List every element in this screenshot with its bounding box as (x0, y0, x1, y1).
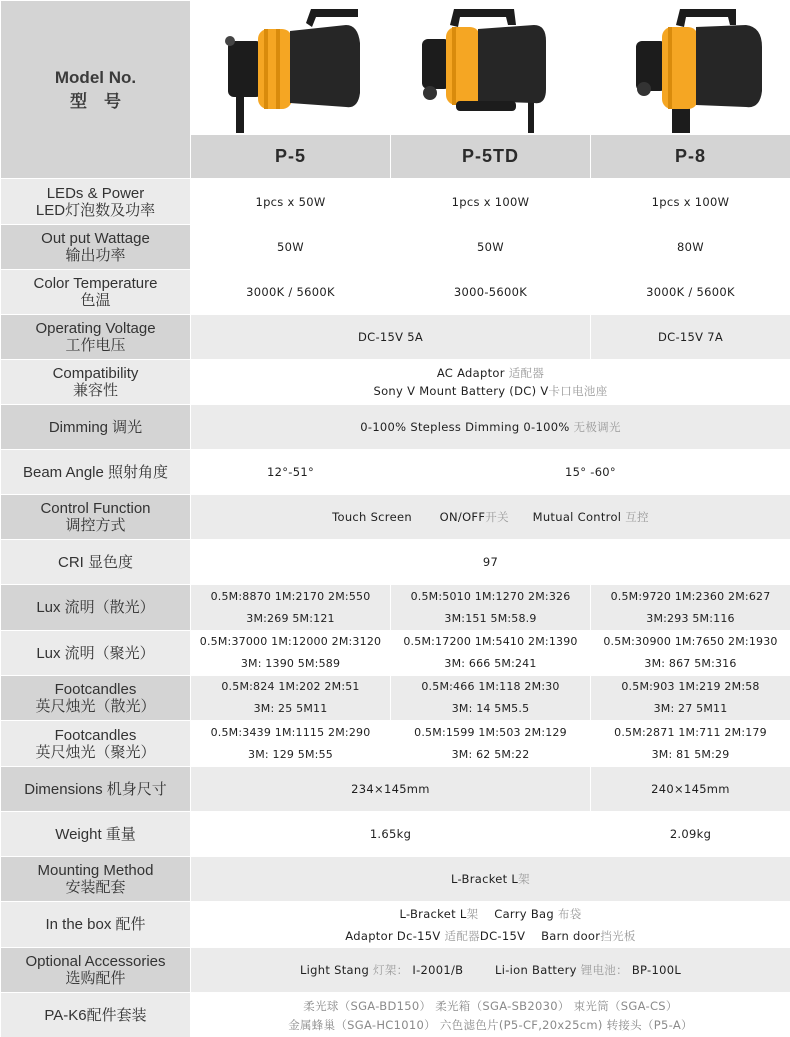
row-label-lux-spot: Lux 流明（聚光） (1, 631, 191, 676)
value-cri: 97 (191, 540, 790, 585)
row-label-optional (1, 948, 191, 993)
line-1: 0.5M:466 1M:118 2M:30 (421, 680, 560, 693)
inbox-a-cn: 架 (466, 906, 479, 921)
lamp-p8-photo (591, 1, 790, 135)
mounting-value: L-Bracket L (451, 872, 519, 886)
line-2: 3M:269 5M:121 (246, 611, 335, 625)
lamp-p5-photo (191, 1, 391, 135)
row-label-leds (1, 179, 191, 225)
value-p8: 3000K / 5600K (591, 270, 790, 315)
line-2: 3M: 867 5M:316 (644, 657, 737, 670)
label-cn: 选购配件 (65, 970, 126, 987)
optional-b2: BP-100L (631, 963, 682, 977)
line-2: 3M: 129 5M:55 (248, 747, 333, 761)
inbox-d: Barn door (541, 928, 601, 943)
value-p8: 1pcs x 100W (591, 179, 790, 225)
compat-line2-cn: 卡口电池座 (548, 384, 608, 398)
pak6-line2: 金属蜂巢（SGA-HC1010） 六色滤色片(P5-CF,20x25cm) 转接头（P5-A） (288, 1017, 693, 1032)
line-1: 0.5M:824 1M:202 2M:51 (221, 680, 360, 693)
line-2: 3M: 27 5M11 (653, 702, 728, 715)
optional-a: Light Stang (299, 963, 370, 977)
row-inbox (1, 902, 790, 948)
row-lux-scatter (1, 585, 790, 631)
row-label-control (1, 495, 191, 540)
row-label-dimensions: Dimensions 机身尺寸 (1, 767, 191, 812)
row-label-output (1, 225, 191, 270)
label-en: Mounting Method (37, 862, 154, 879)
label-en: Operating Voltage (35, 320, 156, 337)
row-weight (1, 812, 790, 857)
row-label-pak6: PA-K6配件套装 (1, 993, 191, 1037)
control-b: ON/OFF (439, 510, 486, 524)
row-label-beam: Beam Angle 照射角度 (1, 450, 191, 495)
model-label-en: Model No. (54, 67, 137, 87)
label-cn: 调控方式 (65, 517, 126, 534)
value-optional (191, 948, 790, 993)
compat-line2: Sony V Mount Battery (DC) V (373, 384, 549, 398)
row-label-cri: CRI 显色度 (1, 540, 191, 585)
label-en: Color Temperature (33, 275, 158, 292)
dimming-value-cn: 无极调光 (569, 420, 621, 434)
row-fc-scatter (1, 676, 790, 721)
model-label-cn: 型 号 (70, 91, 121, 111)
inbox-a: L-Bracket L (399, 906, 467, 921)
value-p5td-p8: 15° -60° (391, 450, 790, 495)
label-en: Out put Wattage (41, 230, 150, 247)
line-1: 0.5M:9720 1M:2360 2M:627 (610, 589, 771, 603)
row-label-voltage (1, 315, 191, 360)
compat-line1-cn: 适配器 (504, 366, 545, 380)
value-dimming (191, 405, 790, 450)
value-control (191, 495, 790, 540)
row-leds (1, 179, 790, 225)
label-en: LEDs & Power (46, 184, 145, 202)
label-en: Optional Accessories (25, 953, 166, 970)
value-p8 (591, 631, 790, 676)
row-voltage (1, 315, 790, 360)
control-b-cn: 开关 (485, 510, 509, 524)
value-mounting (191, 857, 790, 902)
line-2: 3M: 14 5M5.5 (451, 702, 530, 715)
value-p8 (591, 721, 790, 767)
value-p5td: 50W (391, 225, 591, 270)
label-cn: 色温 (80, 292, 111, 309)
row-mounting (1, 857, 790, 902)
value-p5: 50W (191, 225, 391, 270)
control-c: Mutual Control (532, 510, 622, 524)
label-cn: 工作电压 (65, 337, 126, 354)
value-pak6 (191, 993, 790, 1037)
row-label-mounting (1, 857, 191, 902)
lamp-p5td-photo (391, 1, 591, 135)
row-cri (1, 540, 790, 585)
line-2: 3M:151 5M:58.9 (444, 611, 537, 625)
label-en: Footcandles (54, 681, 137, 698)
row-lux-spot (1, 631, 790, 676)
model-name-p5: P-5 (191, 135, 391, 179)
value-p5: 1pcs x 50W (191, 179, 391, 225)
optional-a-cn: 灯架： (369, 963, 409, 977)
mounting-value-cn: 架 (518, 872, 530, 886)
value-p5td (391, 585, 591, 631)
line-1: 0.5M:30900 1M:7650 2M:1930 (603, 635, 778, 648)
line-2: 3M: 25 5M11 (253, 702, 328, 715)
value-p8 (591, 676, 790, 721)
row-dimming (1, 405, 790, 450)
row-dimensions (1, 767, 790, 812)
inbox-b-cn: 布袋 (553, 906, 582, 921)
row-label-inbox: In the box 配件 (1, 902, 191, 948)
value-p8 (591, 585, 790, 631)
line-1: 0.5M:8870 1M:2170 2M:550 (210, 589, 371, 603)
label-cn: 安装配套 (65, 879, 126, 896)
lamp-p8-photo-svg (596, 3, 786, 133)
line-1: 0.5M:1599 1M:503 2M:129 (414, 725, 567, 739)
row-compat (1, 360, 790, 405)
dimming-value: 0-100% Stepless Dimming 0-100% (360, 420, 570, 434)
value-p5td: 3000-5600K (391, 270, 591, 315)
row-label-weight: Weight 重量 (1, 812, 191, 857)
value-p5: 3000K / 5600K (191, 270, 391, 315)
row-label-dimming: Dimming 调光 (1, 405, 191, 450)
value-p5-p5td: 1.65kg (191, 812, 591, 857)
value-compat (191, 360, 790, 405)
line-1: 0.5M:2871 1M:711 2M:179 (614, 725, 767, 739)
label-cn: 英尺烛光（聚光） (35, 743, 156, 761)
row-output (1, 225, 790, 270)
row-label-fc-spot (1, 721, 191, 767)
value-p5td (391, 631, 591, 676)
value-p5 (191, 721, 391, 767)
value-inbox (191, 902, 790, 948)
model-name-p5td: P-5TD (391, 135, 591, 179)
line-2: 3M: 81 5M:29 (651, 747, 730, 761)
optional-a2: I-2001/B (412, 963, 464, 977)
row-control (1, 495, 790, 540)
inbox-c2: DC-15V (479, 928, 526, 943)
row-label-compat (1, 360, 191, 405)
optional-b-cn: 锂电池： (576, 963, 628, 977)
compat-line1: AC Adaptor (436, 366, 505, 380)
value-p5 (191, 631, 391, 676)
row-pak6 (1, 993, 790, 1037)
control-c-cn: 互控 (621, 510, 649, 524)
label-cn: LED灯泡数及功率 (35, 201, 156, 219)
lamp-p5-photo-svg (196, 3, 386, 133)
label-cn: 英尺烛光（散光） (35, 698, 156, 715)
row-label-lux-scatter: Lux 流明（散光） (1, 585, 191, 631)
value-p5-p5td: DC-15V 5A (191, 315, 591, 360)
value-p5 (191, 676, 391, 721)
row-label-fc-scatter (1, 676, 191, 721)
label-cn: 输出功率 (65, 247, 126, 264)
value-p5 (191, 585, 391, 631)
inbox-d-cn: 挡光板 (600, 928, 636, 943)
line-1: 0.5M:903 1M:219 2M:58 (621, 680, 760, 693)
label-en: Compatibility (52, 365, 139, 382)
row-label-color-temp (1, 270, 191, 315)
row-fc-spot (1, 721, 790, 767)
control-a: Touch Screen (332, 510, 412, 524)
line-1: 0.5M:17200 1M:5410 2M:1390 (403, 635, 578, 648)
label-en: Footcandles (54, 726, 137, 744)
lamp-p5td-photo-svg (396, 3, 586, 133)
value-p5td (391, 676, 591, 721)
value-p5: 12°-51° (191, 450, 391, 495)
value-p8: 80W (591, 225, 790, 270)
line-1: 0.5M:5010 1M:1270 2M:326 (410, 589, 571, 603)
value-p8: DC-15V 7A (591, 315, 790, 360)
row-color-temp (1, 270, 790, 315)
line-2: 3M: 1390 5M:589 (240, 657, 341, 670)
value-p5td: 1pcs x 100W (391, 179, 591, 225)
line-1: 0.5M:37000 1M:12000 2M:3120 (199, 635, 382, 648)
value-p8: 240×145mm (591, 767, 790, 812)
label-en: Control Function (40, 500, 151, 517)
line-2: 3M:293 5M:116 (646, 611, 735, 625)
value-p5td (391, 721, 591, 767)
value-p5-p5td: 234×145mm (191, 767, 591, 812)
model-name-p8: P-8 (591, 135, 790, 179)
inbox-b: Carry Bag (494, 906, 554, 921)
optional-b: Li-ion Battery (495, 963, 577, 977)
model-label-cell (1, 1, 191, 179)
row-beam (1, 450, 790, 495)
line-2: 3M: 666 5M:241 (444, 657, 537, 670)
line-1: 0.5M:3439 1M:1115 2M:290 (210, 725, 371, 739)
label-cn: 兼容性 (72, 382, 118, 399)
row-optional (1, 948, 790, 993)
inbox-c-cn: 适配器 (440, 928, 480, 943)
line-2: 3M: 62 5M:22 (451, 747, 530, 761)
value-p8: 2.09kg (591, 812, 790, 857)
inbox-c: Adaptor Dc-15V (345, 928, 441, 943)
pak6-line1: 柔光球（SGA-BD150） 柔光箱（SGA-SB2030） 束光筒（SGA-CS） (303, 998, 678, 1013)
